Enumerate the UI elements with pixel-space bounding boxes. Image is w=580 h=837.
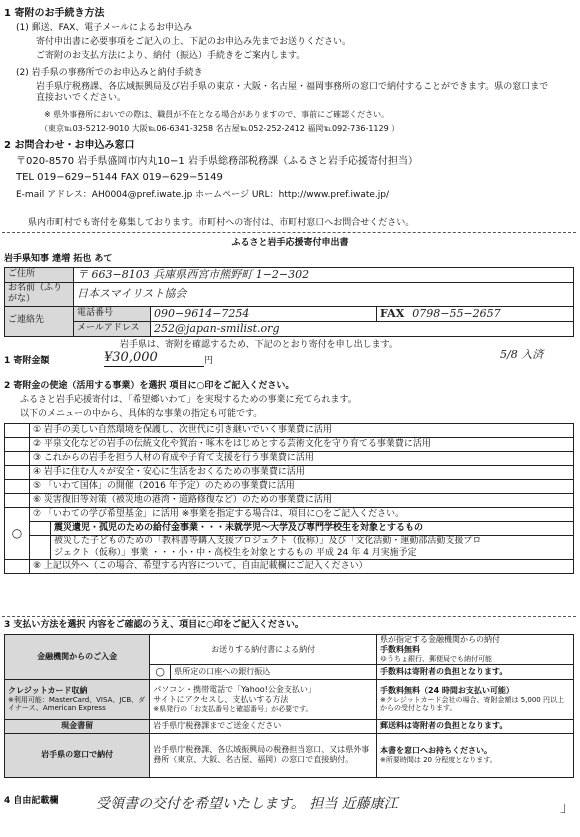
usage-check-1[interactable] (5, 424, 30, 438)
usage-check-8[interactable] (5, 559, 30, 573)
value-phone: 090−9614−7254 (151, 306, 377, 321)
usage-check-7[interactable]: ○ (5, 508, 30, 560)
pay-window-label: 岩手県の窓口で納付 (5, 733, 150, 777)
free-text-content[interactable]: 受領書の交付を希望いたします。 担当 近藤康江 (96, 796, 398, 812)
value-mail: 252@japan-smilist.org (151, 321, 574, 336)
pay-cc-r1: 手数料無料（24 時間お支払い可能） (380, 685, 514, 695)
sub-item-1: 震災遺児・孤児のための給付金事業・・・未就学児〜大学及び専門学校生を対象とするもの (51, 522, 574, 536)
sub-check-2[interactable] (30, 536, 51, 559)
pay-cc-mid1: パソコン・携帯電話で「Yahoo!公金支払い」 (153, 684, 316, 694)
usage-check-4[interactable] (5, 466, 30, 480)
usage-item-3: ③ これからの岩手を担う人材の育成や子育て支援を行う事業費に活用 (30, 452, 574, 466)
label-contact: ご連絡先 (5, 306, 74, 336)
sub-item-2b: ジェクト（仮称）」事業 ・・・小・中・高校生を対象とするもの 平成 24 年 4 月実施予定 (54, 547, 417, 558)
pay-cc-r2: ※クレジットカード会社の場合、寄附金額は 5,000 円以上からの受付となります。 (380, 695, 564, 713)
pay-cc-mid3: ※県発行の「お支払番号と確認番号」が必要です。 (153, 704, 313, 713)
pay-cash-label: 現金書留 (5, 719, 150, 733)
s1-p2-line1: 岩手県庁税務課、各広域振興局及び岩手県の東京・大阪・名古屋・福岡事務所の窓口で納付することができます。県の窓口まで直接おいでください。 (36, 82, 549, 104)
usage-intro2: 以下のメニューの中から、具体的な事業の指定も可能です。 (20, 409, 263, 419)
pay-window-r1: 本書を窓口へお持ちください。 (380, 745, 492, 755)
pay-cc-sub: ※利用可能：MasterCard、VISA、JCB、ダイナース、American Express (8, 695, 146, 713)
usage-item-2: ② 平泉文化などの岩手の伝統文化や賀治・啄木をはじめとする芸術文化を守り育てる事業費に活用 (30, 438, 574, 452)
pay-window-mid: 岩手県庁税務課、各広域振興局の税務担当窓口、又は県外事務所（東京、大阪、名古屋、福岡）の窓口で直接納付。 (150, 733, 377, 777)
s1-p2-note: ※ 県外事務所においでの際は、職員が不在となる場合がありますので、事前にご確認ください。 (44, 110, 390, 119)
usage-item-6: ⑥ 災害復旧等対策（被災地の港湾・道路修復など）のための事業費に活用 (30, 494, 574, 508)
sub-item-2a: 被災した子どものための「教科書等購入支援プロジェクト（仮称）」及び「文化活動・運動部活動支援プロ (54, 536, 482, 547)
cut-line (2, 232, 576, 233)
usage-check-5[interactable] (5, 480, 30, 494)
bracket-close: 」 (560, 800, 574, 816)
form-title: ふるさと岩手応援寄付申出書 (231, 238, 349, 248)
label-name: お名前（ふりがな） (5, 283, 74, 307)
free-text-label: 4 自由記載欄 (4, 796, 59, 806)
pay-cc-label: クレジットカード収納 (8, 685, 88, 695)
contact-tel-fax: TEL 019−629−5144 FAX 019−629−5149 (16, 172, 223, 183)
section-divider (2, 616, 576, 617)
usage-item-8: ⑧ 上記以外へ（この場合、希望する内容について、自由記載欄にご記入ください） (30, 559, 574, 573)
amount-value: ¥30,000 (104, 350, 204, 367)
value-name: 日本スマイリスト協会 (74, 283, 574, 307)
pay-opt2-check[interactable]: ○ (150, 665, 171, 680)
label-mail: メールアドレス (74, 321, 151, 336)
pay-opt2-r: 手数料は寄附者の負担となります。 (377, 665, 574, 680)
s1-p2-tel: （東京℡03-5212-9010 大阪℡06-6341-3258 名古屋℡052-252-2412 福岡℡092-736-1129 ） (40, 124, 400, 133)
pay-opt1-r1: 県が指定する金融機関からの納付 (380, 635, 500, 645)
s1-p1-head: (1) 郵送、FAX、電子メールによるお申込み (16, 23, 193, 33)
payment-title: 3 支払い方法を選択 内容をご確認のうえ、項目に○印をご記入ください。 (4, 620, 304, 630)
contact-address: 〒020-8570 岩手県盛岡市内丸10−1 岩手県総務部税務課（ふるさと岩手応援寄付担当） (16, 156, 418, 167)
pay-opt1-r3: ゆうちょ銀行、郵便局でも納付可能 (380, 655, 492, 664)
usage-table (4, 423, 574, 574)
pay-opt2: 県所定の口座への銀行振込 (171, 665, 377, 680)
pay-bank-label: 金融機関からのご入金 (5, 635, 150, 680)
usage-item-5: ⑤ 「いわて国体」の開催（2016 年予定）のための事業費に活用 (30, 480, 574, 494)
s1-p1-line2: ご寄附のお支払方法により、納付（振込）手続きをご案内します。 (36, 51, 306, 61)
payment-table (4, 634, 574, 778)
usage-check-3[interactable] (5, 452, 30, 466)
usage-item-4: ④ 岩手に住む人々が安全・安心に生活をおくるための事業費に活用 (30, 466, 574, 480)
s1-p2-head: (2) 岩手県の事務所でのお申込みと納付手続き (16, 68, 203, 78)
section1-title: 1 寄附のお手続き方法 (4, 8, 105, 19)
usage-item-7: ⑦ 「いわての学び希望基金」に活用 ※事業を指定する場合は、項目に○をご記入ください。 (33, 509, 405, 519)
usage-title: 2 寄附金の使途（活用する事業）を選択 項目に○印をご記入ください。 (4, 381, 295, 391)
usage-check-2[interactable] (5, 438, 30, 452)
pay-opt1: お送りする納付書による納付 (150, 635, 377, 665)
usage-intro1: ふるさと岩手応援寄付は、「希望郷いわて」を実現するための事業に充てられます。 (20, 395, 357, 405)
pay-cc-mid2: サイトにアクセスし、支払いする方法 (153, 694, 289, 704)
pay-cash-mid: 岩手県庁税務課までご送金ください (150, 719, 377, 733)
donor-info-table (4, 267, 574, 337)
pay-cash-r: 郵送料は寄附者の負担となります。 (377, 719, 574, 733)
usage-check-6[interactable] (5, 494, 30, 508)
label-address: ご住所 (5, 268, 74, 283)
sub-check-1[interactable] (30, 522, 51, 536)
form-addressee: 岩手県知事 達増 拓也 あて (4, 254, 113, 264)
section2-title: 2 お問合わせ・お申込み窓口 (4, 140, 135, 151)
consent-text: 岩手県は、寄附を確認するため、下記のとおり寄付を申し出します。 (120, 340, 398, 350)
amount-unit: 円 (204, 356, 214, 366)
handwritten-memo: 5/8 入済 (500, 348, 544, 361)
contact-email-url: E-mail アドレス：AH0004@pref.iwate.jp ホームページ URL：http://www.pref.iwate.jp/ (16, 190, 390, 200)
municipal-notice: 県内市町村でも寄付を募集しております。市町村への寄付は、市町村窓口へお問合せください。 (28, 218, 415, 228)
amount-label: 1 寄附金額 (4, 356, 50, 366)
value-fax: 0798−55−2657 (412, 306, 501, 320)
usage-item-1: ① 岩手の美しい自然環境を保護し、次世代に引き継いでいく事業費に活用 (30, 424, 574, 438)
pay-opt1-r2: 手数料無料 (380, 645, 420, 655)
value-address: 〒 663−8103 兵庫県西宮市熊野町 1−2−302 (74, 268, 574, 283)
pay-window-r2: ※所要時間は 20 分程度となります。 (380, 755, 497, 764)
label-fax: FAX (380, 306, 405, 320)
label-phone: 電話番号 (74, 306, 151, 321)
s1-p1-line1: 寄付申出書に必要事項をご記入の上、下記のお申込み先までお送りください。 (36, 37, 352, 47)
